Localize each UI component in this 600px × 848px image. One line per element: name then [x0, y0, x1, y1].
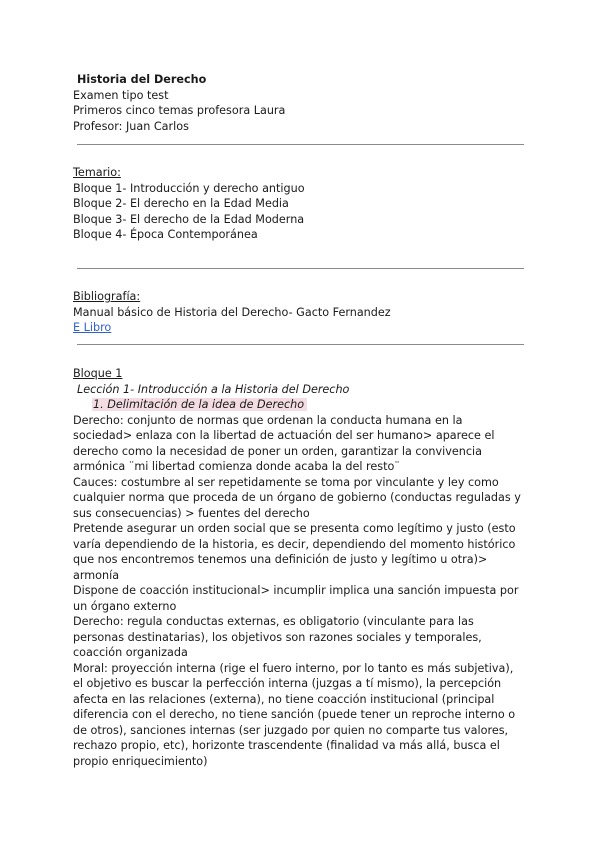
paragraph: Derecho: regula conductas externas, es obligatorio (vinculante para las personas destinatarias), los objetivos son razones sociales y temporales, coacción organizada: [73, 615, 482, 659]
document-header: [73, 72, 528, 134]
header-line-professor: Profesor: Juan Carlos: [73, 119, 189, 133]
bloque-heading: Bloque 1: [73, 367, 123, 380]
temario-item: Bloque 4- Época Contemporánea: [73, 228, 258, 241]
divider-3: [77, 344, 524, 345]
paragraph: Derecho: conjunto de normas que ordenan la conducta humana en la sociedad> enlaza con la libertad de actuación del ser humano> aparece el derecho como la necesidad de poner un orden, garantizar la convivencia armónica ¨mi libertad comienza donde acaba la del resto¨: [73, 413, 495, 473]
temario-item: Bloque 2- El derecho en la Edad Media: [73, 197, 289, 210]
ebook-link[interactable]: E Libro: [73, 321, 112, 334]
paragraph: Dispone de coacción institucional> incumplir implica una sanción impuesta por un órgano externo: [73, 584, 519, 613]
temario-section: [73, 165, 528, 243]
paragraph: Pretende asegurar un orden social que se presenta como legítimo y justo (esto varía dependiendo de la historia, es decir, dependiendo del momento histórico que nos encontremos tenemos una definición de justo y legítimo u otra)> armonía: [73, 522, 516, 582]
temario-heading: Temario:: [73, 166, 121, 179]
temario-item: Bloque 3- El derecho de la Edad Moderna: [73, 212, 305, 226]
header-line-exam: Examen tipo test: [73, 88, 169, 102]
bloque-section: [73, 366, 528, 769]
header-line-topics: Primeros cinco temas profesora Laura: [73, 104, 286, 117]
bibliografia-section: [73, 289, 528, 336]
divider-2: [77, 268, 524, 269]
bibliografia-book: Manual básico de Historia del Derecho- Gacto Fernandez: [73, 305, 391, 319]
bibliografia-heading: Bibliografía:: [73, 290, 141, 303]
paragraph: Cauces: costumbre al ser repetidamente se toma por vinculante y ley como cualquier norma que proceda de un órgano de gobierno (conductas reguladas y sus consecuencias) > fuentes del derecho: [73, 475, 521, 520]
subsection-title: 1. Delimitación de la idea de Derecho: [92, 398, 307, 411]
paragraph: Moral: proyección interna (rige el fuero interno, por lo tanto es más subjetiva), el objetivo es buscar la perfección interna (juzgas a tí mismo), la percepción afecta en las relaciones (externa), no tiene coacción institucional (principal diferencia con el derecho, no tiene sanción (puede tener un reproche interno o de otros), sanciones internas (ser juzgado por quien no comparte tus valores, rechazo propio, etc), horizonte trascendente (finalidad va más allá, busca el propio enriquecimiento): [73, 661, 516, 768]
temario-item: Bloque 1- Introducción y derecho antiguo: [73, 181, 305, 195]
lesson-title: Lección 1- Introducción a la Historia del Derecho: [77, 382, 350, 396]
document-title: Historia del Derecho: [77, 73, 207, 86]
divider-1: [77, 144, 524, 145]
